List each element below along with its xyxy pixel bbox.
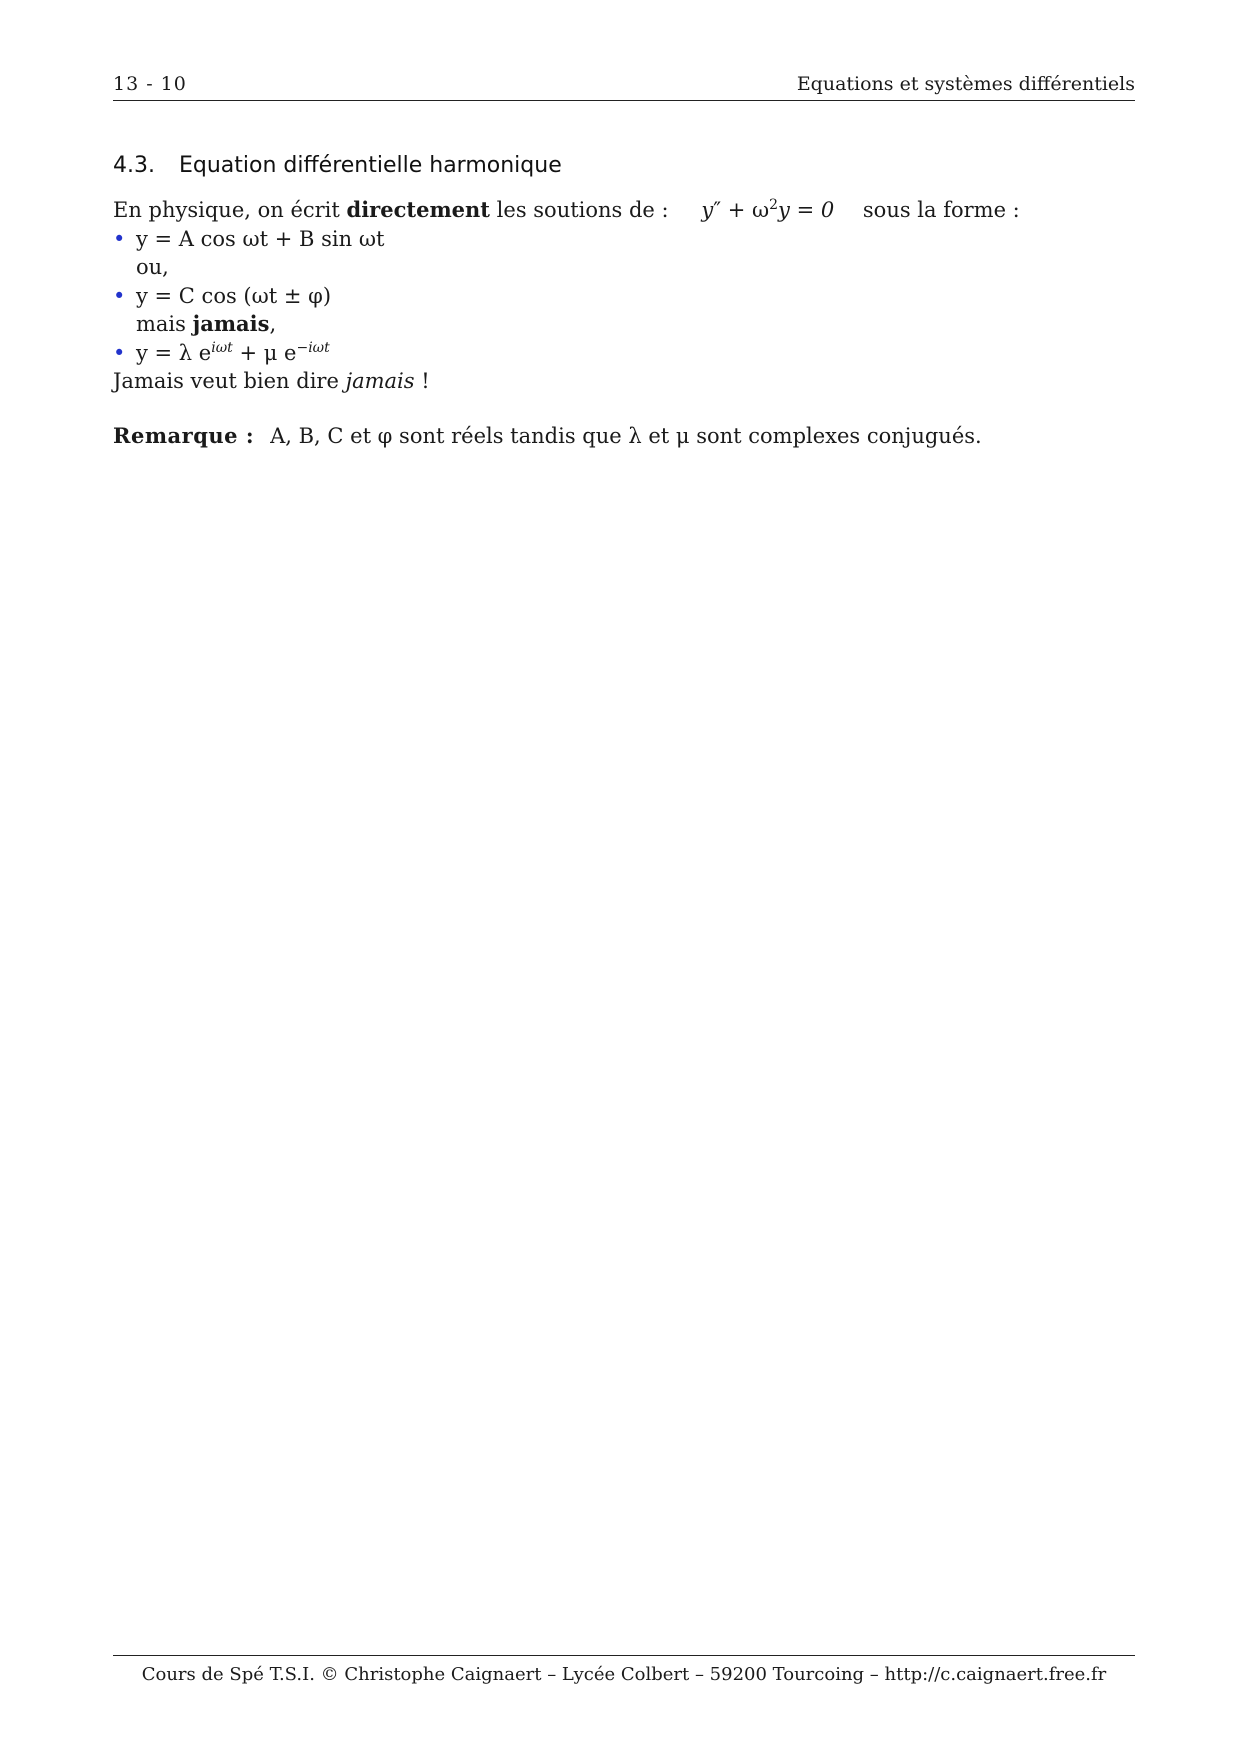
solution-formula-sum: y = A cos ωt + B sin ωt xyxy=(136,226,385,251)
remark xyxy=(113,422,1123,451)
bullet-marker: • xyxy=(113,226,126,251)
intro-line xyxy=(113,196,1123,225)
closing-line: Jamais veut bien dire jamais ! xyxy=(113,369,430,393)
remark-label: Remarque : xyxy=(113,422,255,448)
section-body xyxy=(113,196,1123,450)
page-header xyxy=(113,70,1135,101)
solution-formula-complex: y = λ $e^{i\omega t} + \mu$ $e^{-i\omega t}$ xyxy=(136,339,330,365)
list-item xyxy=(113,339,1123,368)
connector-never: mais jamais, xyxy=(136,311,277,336)
section-heading xyxy=(113,153,562,178)
section-title: Equation différentielle harmonique xyxy=(179,153,562,178)
intro-text-before: En physique, on écrit xyxy=(113,198,347,222)
solution-formula-phase: y = C cos (ωt ± φ) xyxy=(136,283,332,308)
bullet-marker: • xyxy=(113,340,126,365)
bullet-marker: • xyxy=(113,283,126,308)
page-number: 13 - 10 xyxy=(113,73,187,95)
intro-text-after: les soutions de : xyxy=(490,198,669,222)
intro-bold-word: directement xyxy=(346,197,490,222)
section-number: 4.3. xyxy=(113,153,155,178)
chapter-title: Equations et systèmes différentiels xyxy=(796,73,1135,95)
remark-text: A, B, C et φ sont réels tandis que λ et μ sont complexes conjugués. xyxy=(270,423,982,448)
intro-text-end: sous la forme : xyxy=(862,198,1020,222)
page-footer: Cours de Spé T.S.I. © Christophe Caignaert – Lycée Colbert – 59200 Tourcoing – http://c.caignaert.free.fr xyxy=(141,1664,1107,1685)
list-item xyxy=(113,282,1123,311)
harmonic-equation: $y'' + \omega^2y = 0$ xyxy=(701,197,835,222)
footer-rule xyxy=(113,1655,1135,1656)
list-item xyxy=(113,225,1123,254)
connector-or: ou, xyxy=(136,255,169,279)
